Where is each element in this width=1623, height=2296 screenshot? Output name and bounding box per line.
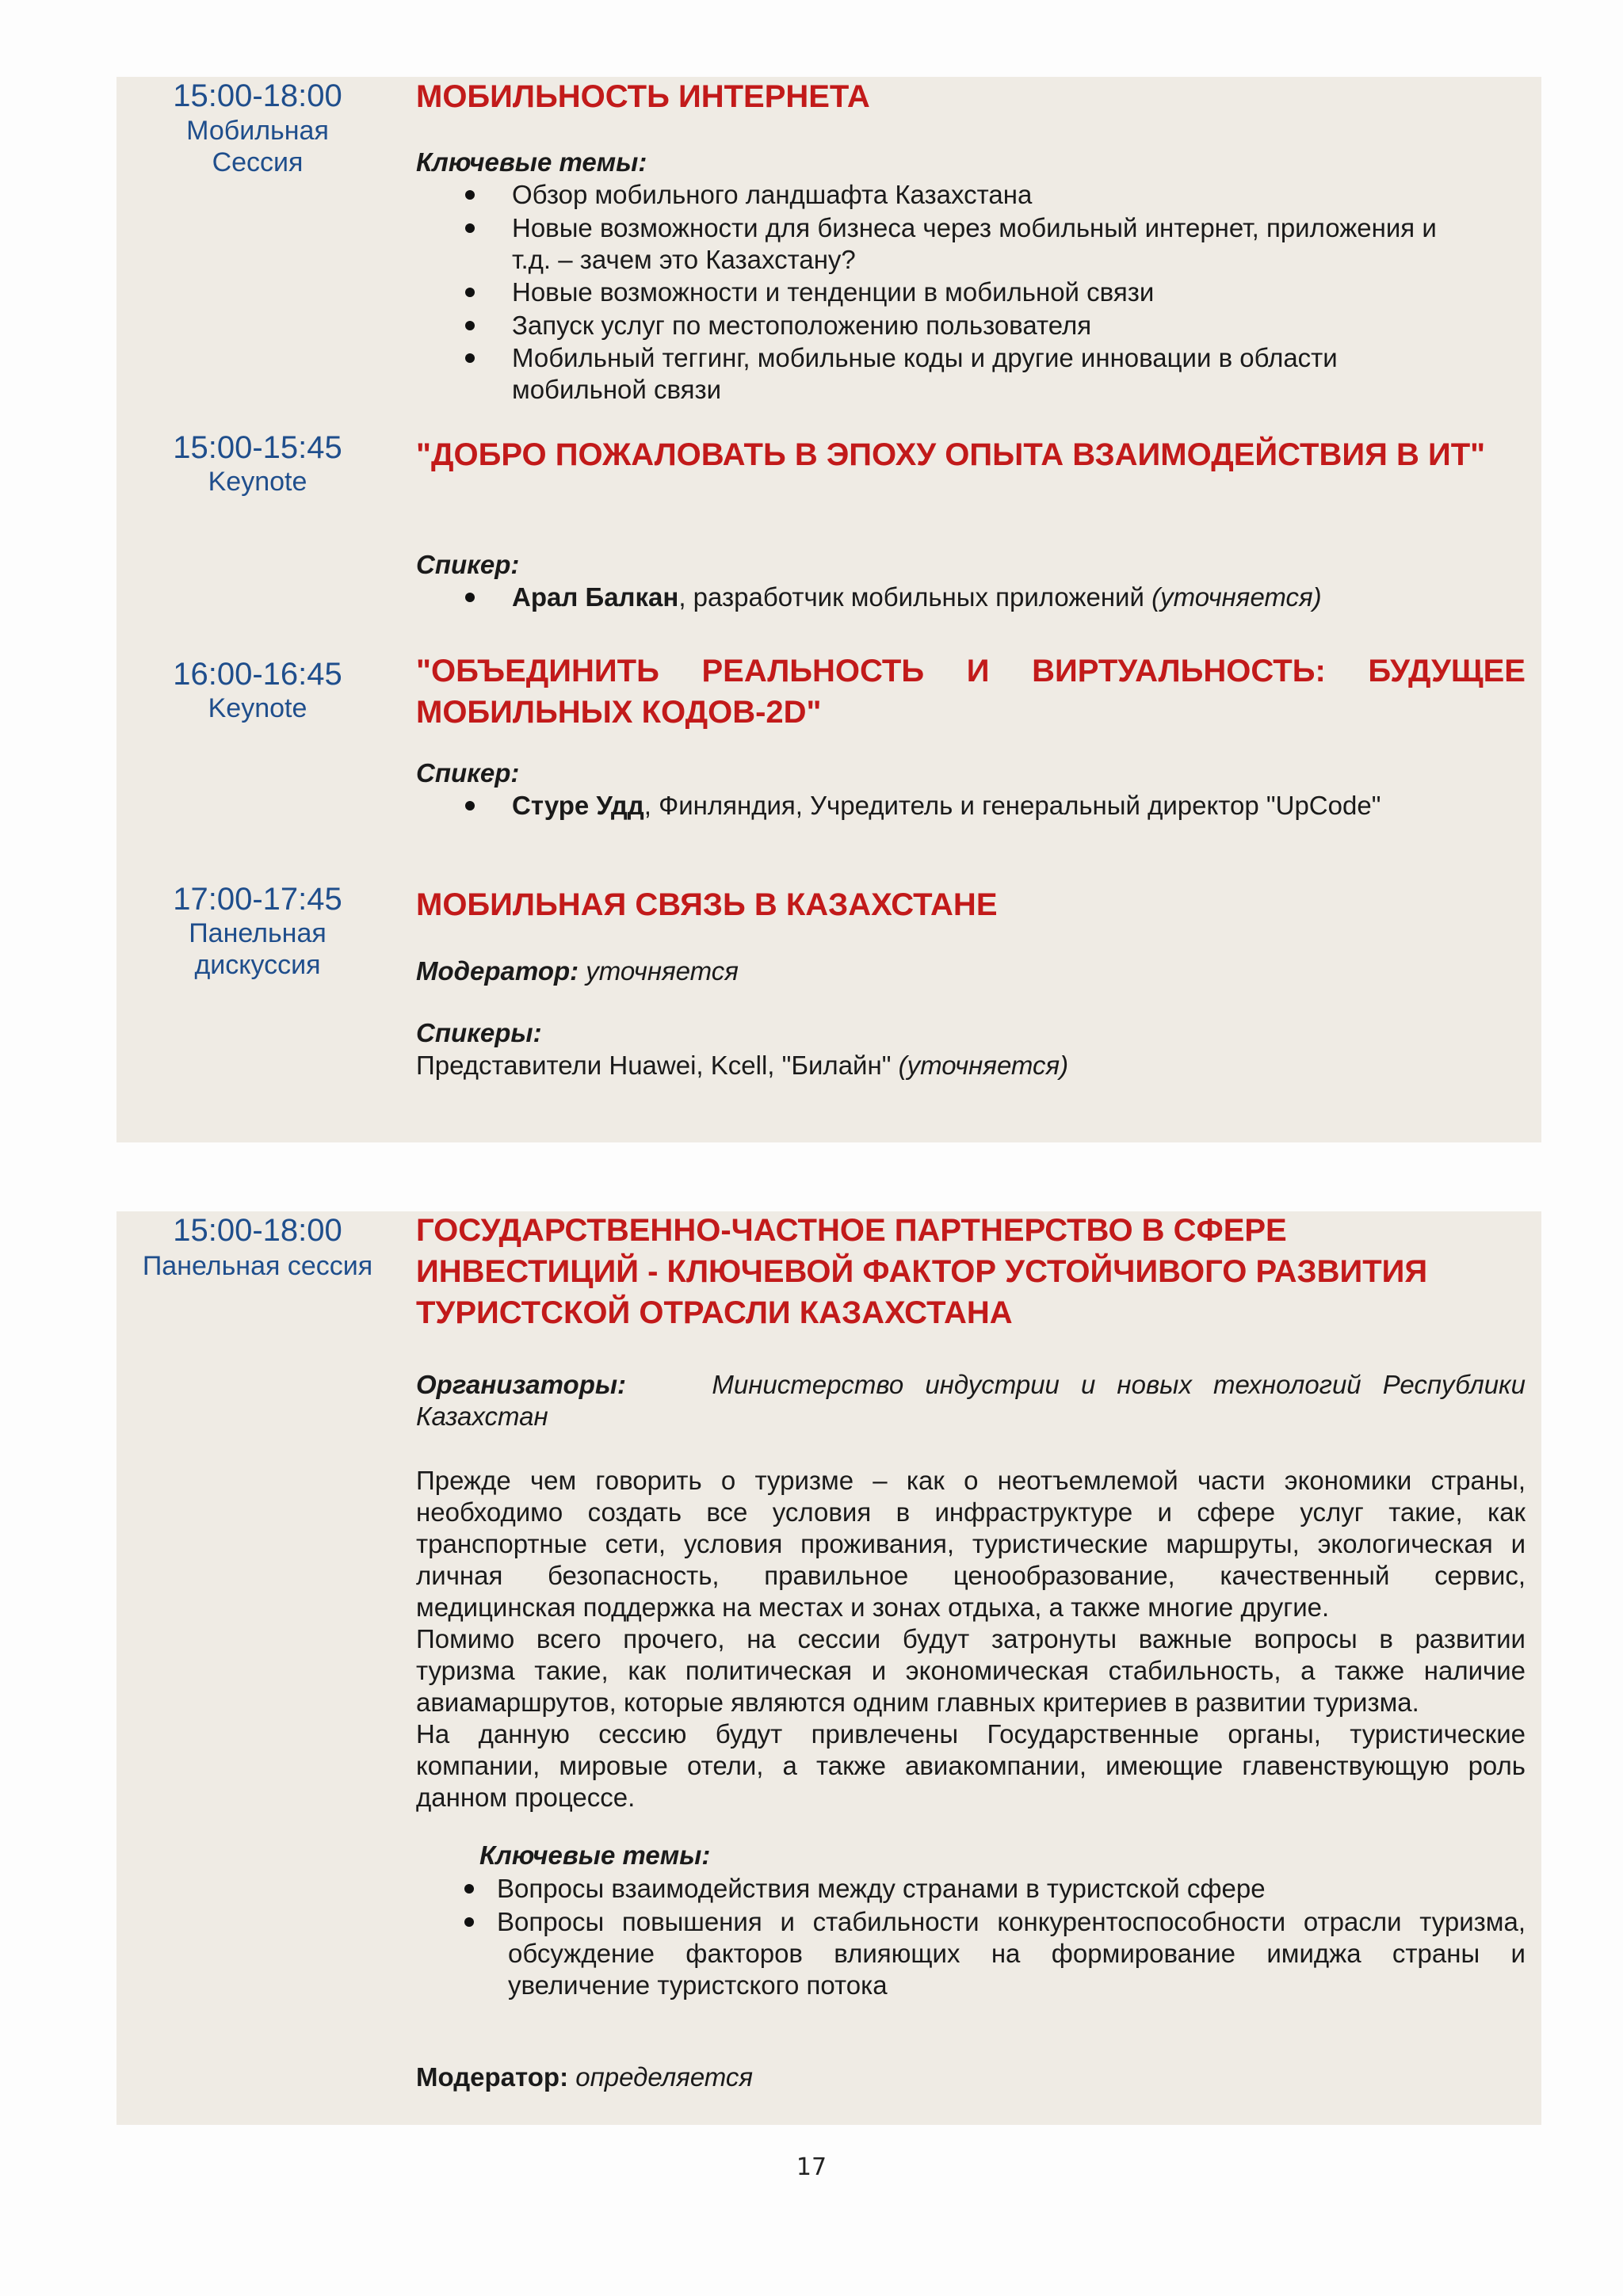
session-title: МОБИЛЬНАЯ СВЯЗЬ В КАЗАХСТАНЕ bbox=[416, 887, 998, 922]
session-time: 16:00-16:45 bbox=[173, 657, 342, 692]
session-time: 15:00-15:45 bbox=[173, 430, 342, 465]
session-title-line: ИНВЕСТИЦИЙ - КЛЮЧЕВОЙ ФАКТОР УСТОЙЧИВОГО РАЗВИТИЯ bbox=[416, 1254, 1428, 1289]
speakers-label: Спикеры: bbox=[416, 1018, 542, 1047]
list-item: Обзор мобильного ландшафта Казахстана bbox=[512, 180, 1033, 209]
paragraph-line: транспортные сети, условия проживания, туристические маршруты, экологическая и bbox=[416, 1529, 1526, 1558]
moderator-label: Модератор: bbox=[416, 956, 579, 986]
bullet-icon bbox=[465, 801, 475, 810]
paragraph-line: личная безопасность, правильное ценообразование, качественный сервис, bbox=[416, 1561, 1526, 1590]
session-time: 15:00-18:00 bbox=[173, 78, 342, 113]
speakers-line bbox=[416, 1050, 1068, 1081]
speaker-name: Арал Балкан bbox=[512, 582, 679, 612]
session-time: 15:00-18:00 bbox=[173, 1213, 342, 1248]
moderator-value: определяется bbox=[568, 2062, 754, 2092]
session-title-line: ГОСУДАРСТВЕННО-ЧАСТНОЕ ПАРТНЕРСТВО В СФЕРЕ bbox=[416, 1213, 1287, 1248]
session-type: Мобильная bbox=[186, 116, 329, 146]
speaker-label: Спикер: bbox=[416, 758, 520, 788]
session-title bbox=[416, 1210, 1526, 1333]
page-number: 17 bbox=[796, 2153, 827, 2181]
session-title: МОБИЛЬНОСТЬ ИНТЕРНЕТА bbox=[416, 79, 870, 114]
organizers-line bbox=[416, 1401, 1526, 1432]
list-item: т.д. – зачем это Казахстану? bbox=[512, 245, 856, 274]
speaker-name: Стуре Удд bbox=[512, 791, 644, 820]
list-item-multiline bbox=[497, 1906, 1526, 1938]
organizers-line bbox=[416, 1369, 1526, 1401]
moderator-line bbox=[416, 2061, 753, 2093]
session-type: Сессия bbox=[212, 147, 304, 177]
session-title: "ДОБРО ПОЖАЛОВАТЬ В ЭПОХУ ОПЫТА ВЗАИМОДЕЙСТВИЯ В ИТ" bbox=[416, 437, 1486, 472]
list-item: Новые возможности для бизнеса через мобильный интернет, приложения и bbox=[512, 213, 1437, 242]
session-type: Панельная сессия bbox=[142, 1251, 373, 1281]
paragraph-line: необходимо создать все условия в инфраструктуре и сфере услуг такие, как bbox=[416, 1497, 1526, 1527]
list-item: Мобильный теггинг, мобильные коды и другие инновации в области bbox=[512, 343, 1338, 372]
list-item: Новые возможности и тенденции в мобильной связи bbox=[512, 277, 1155, 307]
paragraph-line: компании, мировые отели, а также авиакомпании, имеющие главенствующую роль bbox=[416, 1751, 1526, 1780]
organizers-block bbox=[416, 1369, 1526, 1432]
speaker-item bbox=[512, 582, 1503, 613]
session-type: Keynote bbox=[208, 693, 307, 723]
description-paragraph bbox=[416, 1465, 1526, 1814]
list-item-line: Вопросы повышения и стабильности конкурентоспособности отрасли туризма, bbox=[497, 1907, 1526, 1936]
bullet-icon bbox=[464, 1917, 474, 1927]
paragraph-line: Помимо всего прочего, на сессии будут затронуты важные вопросы в развитии bbox=[416, 1624, 1526, 1653]
bullet-icon bbox=[464, 1884, 474, 1894]
list-item-line: обсуждение факторов влияющих на формирование имиджа страны и bbox=[508, 1939, 1526, 1968]
session-type: дискуссия bbox=[194, 950, 321, 980]
organizers-value: Казахстан bbox=[416, 1402, 548, 1431]
key-topics-label: Ключевые темы: bbox=[416, 147, 647, 177]
bullet-icon bbox=[465, 353, 475, 363]
list-item-multiline bbox=[508, 1938, 1526, 2001]
organizers-label: Организаторы: bbox=[416, 1370, 627, 1399]
list-item: мобильной связи bbox=[512, 375, 722, 404]
session-time: 17:00-17:45 bbox=[173, 882, 342, 917]
session-title: "ОБЪЕДИНИТЬ РЕАЛЬНОСТЬ И ВИРТУАЛЬНОСТЬ: БУДУЩЕЕ МОБИЛЬНЫХ КОДОВ-2D" bbox=[416, 654, 1526, 730]
list-item: Запуск услуг по местоположению пользователя bbox=[512, 311, 1092, 340]
paragraph-line: туризма такие, как политическая и экономическая стабильность, а также наличие bbox=[416, 1656, 1526, 1685]
moderator-line bbox=[416, 955, 739, 987]
bullet-icon bbox=[465, 593, 475, 602]
session-type: Панельная bbox=[189, 918, 327, 948]
bullet-icon bbox=[465, 321, 475, 330]
moderator-value: уточняется bbox=[579, 956, 739, 986]
key-topics-label: Ключевые темы: bbox=[479, 1840, 711, 1870]
bullet-icon bbox=[465, 288, 475, 297]
speaker-label: Спикер: bbox=[416, 550, 520, 579]
speaker-desc: , Финляндия, Учредитель и генеральный директор "UpCode" bbox=[643, 791, 1381, 820]
organizers-value: Министерство индустрии и новых технологий Республики bbox=[712, 1370, 1526, 1399]
speaker-item bbox=[512, 790, 1503, 822]
speakers-text: Представители Huawei, Kcell, "Билайн" bbox=[416, 1051, 899, 1080]
session-type: Keynote bbox=[208, 467, 307, 497]
paragraph-line: Прежде чем говорить о туризме – как о неотъемлемой части экономики страны, bbox=[416, 1466, 1526, 1495]
list-item: Вопросы взаимодействия между странами в туристской сфере bbox=[497, 1874, 1266, 1903]
paragraph-line: медицинская поддержка на местах и зонах отдыха, а также многие другие. bbox=[416, 1592, 1330, 1622]
bullet-icon bbox=[465, 223, 475, 233]
session-title-line: ТУРИСТСКОЙ ОТРАСЛИ КАЗАХСТАНА bbox=[416, 1295, 1013, 1330]
paragraph-line: авиамаршрутов, которые являются одним главных критериев в развитии туризма. bbox=[416, 1688, 1419, 1717]
speaker-desc: , разработчик мобильных приложений bbox=[678, 582, 1152, 612]
speaker-note: (уточняется) bbox=[1151, 582, 1322, 612]
list-item-line: увеличение туристского потока bbox=[508, 1970, 888, 2000]
paragraph-line: На данную сессию будут привлечены Государственные органы, туристические bbox=[416, 1719, 1526, 1749]
speakers-note: (уточняется) bbox=[898, 1051, 1069, 1080]
moderator-label: Модератор: bbox=[416, 2062, 569, 2092]
bullet-icon bbox=[465, 190, 475, 200]
paragraph-line: данном процессе. bbox=[416, 1783, 636, 1812]
